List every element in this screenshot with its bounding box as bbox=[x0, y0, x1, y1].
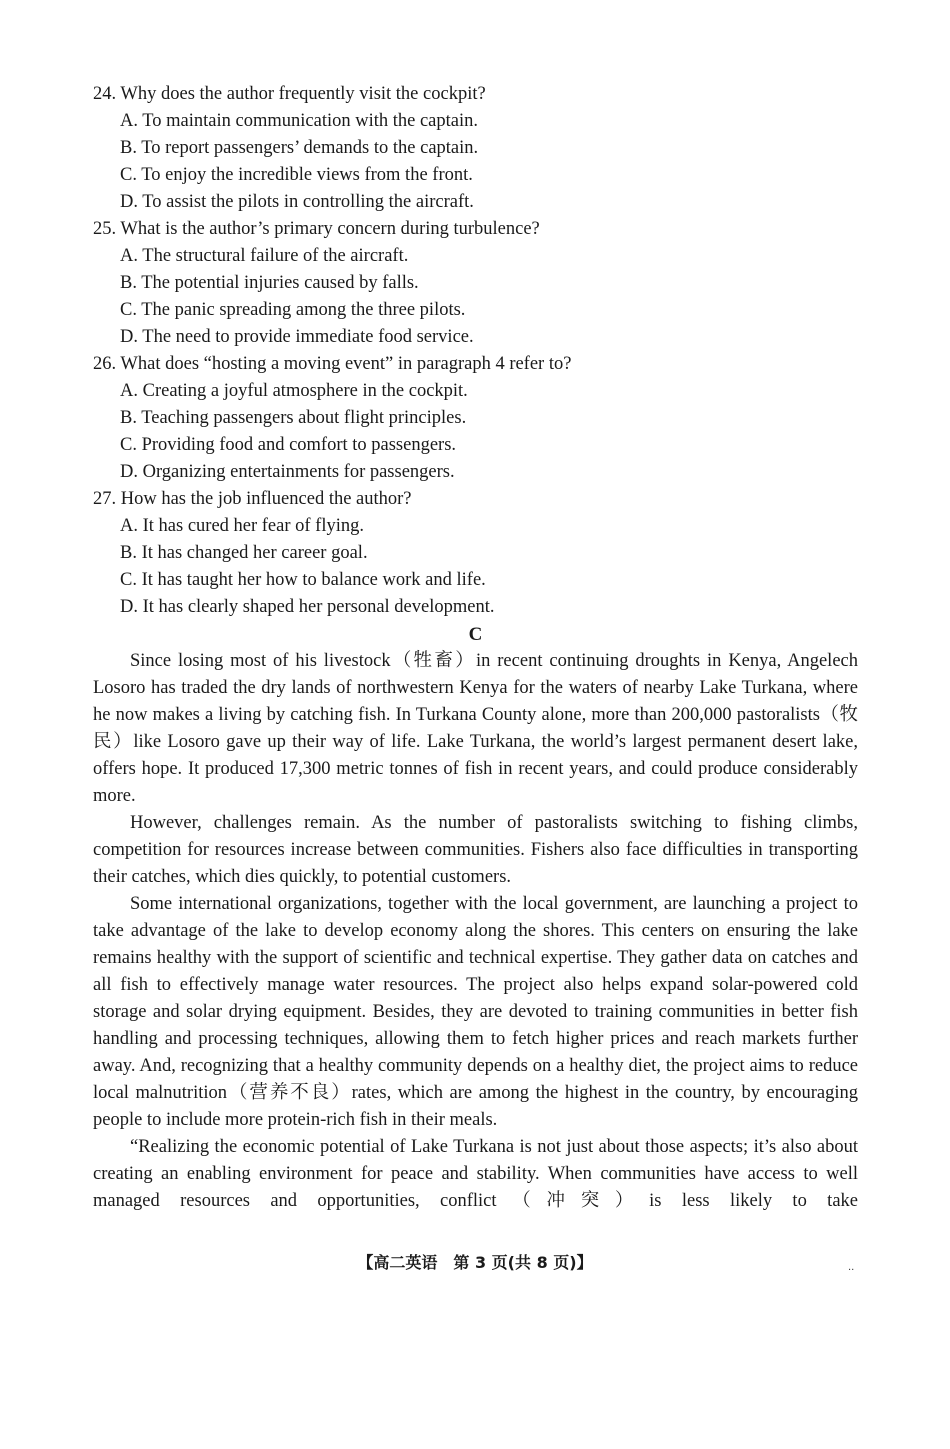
passage-paragraph-2: However, challenges remain. As the number of pastoralists switching to fishing climbs, competition for resources increase between communities. Fishers also face difficulties in transporting their catches, which dies quickly, to potential customers. bbox=[93, 813, 858, 887]
option-b: B. To report passengers’ demands to the captain. bbox=[120, 138, 479, 158]
option-b: B. Teaching passengers about flight principles. bbox=[120, 408, 467, 428]
question-27 bbox=[93, 486, 858, 621]
option-a: A. It has cured her fear of flying. bbox=[120, 516, 364, 536]
option-a: A. Creating a joyful atmosphere in the cockpit. bbox=[120, 381, 468, 401]
passage-paragraph-1: Since losing most of his livestock（牲畜）in recent continuing droughts in Kenya, Angelech Losoro has traded the dry lands of northwestern Kenya for the waters of nearby Lake Turkana, where he now makes a living by catching fish. In Turkana County alone, more than 200,000 pastoralists（牧民）like Losoro gave up their way of life. Lake Turkana, the world’s largest permanent desert lake, offers hope. It produced 17,300 metric tonnes of fish in recent years, and could produce considerably more. bbox=[93, 651, 858, 806]
question-24 bbox=[93, 81, 858, 216]
question-stem: 26. What does “hosting a moving event” in paragraph 4 refer to? bbox=[93, 354, 572, 374]
option-c: C. It has taught her how to balance work and life. bbox=[120, 570, 486, 590]
option-d: D. To assist the pilots in controlling the aircraft. bbox=[120, 192, 474, 212]
option-d: D. Organizing entertainments for passengers. bbox=[120, 462, 455, 482]
question-25 bbox=[93, 216, 858, 351]
exam-page bbox=[93, 81, 858, 1215]
option-a: A. To maintain communication with the captain. bbox=[120, 111, 479, 131]
reading-passage bbox=[93, 648, 858, 1215]
question-stem: 27. How has the job influenced the author? bbox=[93, 489, 412, 509]
footer-mark: .. bbox=[848, 1262, 855, 1273]
option-b: B. It has changed her career goal. bbox=[120, 543, 368, 563]
option-d: D. The need to provide immediate food service. bbox=[120, 327, 474, 347]
option-c: C. To enjoy the incredible views from the front. bbox=[120, 165, 473, 185]
option-b: B. The potential injuries caused by falls. bbox=[120, 273, 419, 293]
question-26 bbox=[93, 351, 858, 486]
question-stem: 24. Why does the author frequently visit the cockpit? bbox=[93, 84, 486, 104]
option-c: C. Providing food and comfort to passengers. bbox=[120, 435, 457, 455]
page-footer: 【高二英语 第 3 页(共 8 页)】 bbox=[357, 1253, 593, 1272]
option-c: C. The panic spreading among the three pilots. bbox=[120, 300, 466, 320]
passage-paragraph-3: Some international organizations, together with the local government, are launching a project to take advantage of the lake to develop economy along the shores. This centers on ensuring the lake remains healthy with the support of scientific and technical expertise. They gather data on catches and all fish to effectively manage water resources. The project also helps expand solar-powered cold storage and solar drying equipment. Besides, they are devoted to training communities in better fish handling and processing techniques, allowing them to fetch higher prices and reach markets further away. And, recognizing that a healthy community depends on a healthy diet, the project aims to reduce local malnutrition（营养不良）rates, which are among the highest in the country, by encouraging people to include more protein-rich fish in their meals. bbox=[93, 894, 858, 1130]
option-a: A. The structural failure of the aircraft. bbox=[120, 246, 409, 266]
option-d: D. It has clearly shaped her personal development. bbox=[120, 597, 495, 617]
section-heading: C bbox=[468, 624, 483, 645]
question-stem: 25. What is the author’s primary concern during turbulence? bbox=[93, 219, 540, 239]
passage-paragraph-4: “Realizing the economic potential of Lake Turkana is not just about those aspects; it’s also about creating an enabling environment for peace and stability. When communities have access to well managed resources and opportunities, conflict（冲突）is less likely to take bbox=[93, 1137, 858, 1211]
